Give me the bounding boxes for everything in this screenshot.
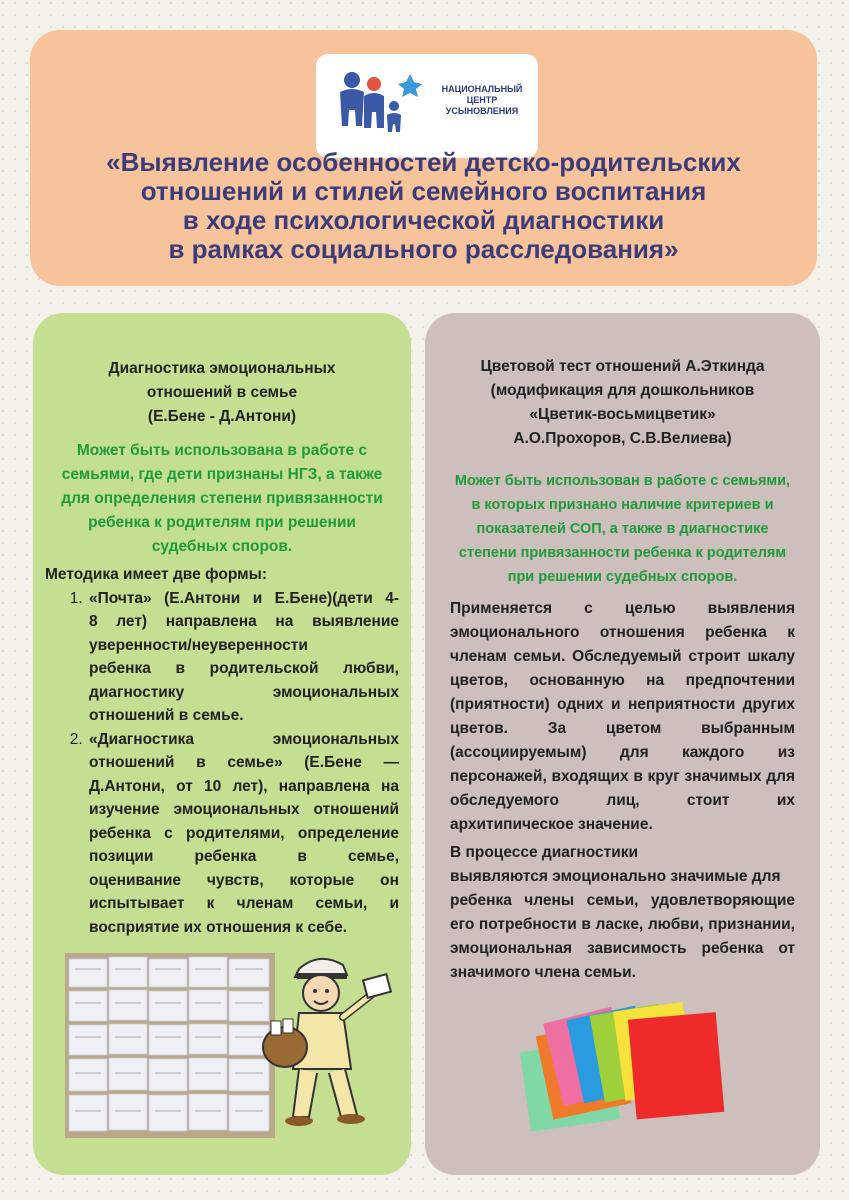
usage-line: семьями, где дети признаны НГЗ, а также [61,466,383,483]
usage-line: в которых признано наличие критериев и [471,497,774,513]
forms-intro: Методика имеет две формы: [45,566,268,583]
pochta-cards-image [65,953,275,1138]
heading-line: (Е.Бене - Д.Антони) [147,408,297,425]
header-banner [30,30,817,286]
left-heading [43,357,401,429]
right-heading [435,355,810,451]
heading-line: Цветовой тест отношений А.Эткинда [480,358,765,375]
right-process-paragraph: В процессе диагностики выявляются эмоционально значимые для ребенка члены семьи, удовлетворяющие его потребности в ласке, любви, признании, эмоциональная зависимость ребенка от значимого члена семьи. [450,844,795,981]
usage-line: ребенка к родителям при решении [88,514,356,531]
title-line: «Выявление особенностей детско-родительских [106,147,741,177]
usage-line: степени привязанности ребенка к родителям [458,545,787,561]
color-cards-image [515,995,730,1135]
heading-line: «Цветик-восьмицветик» [529,406,716,423]
usage-line: показателей СОП, а также в диагностике [476,521,769,537]
right-panel [425,313,820,1175]
postman-icon [259,941,399,1131]
right-usage-text [435,469,810,589]
page-title [50,148,797,264]
logo [316,54,538,158]
logo-line: НАЦИОНАЛЬНЫЙ [441,84,523,94]
title-line: в рамках социального расследования» [168,234,679,264]
title-line: в ходе психологической диагностики [182,205,665,235]
forms-list [47,563,399,939]
form-item-pochta: 1. «Почта» (Е.Антони и Е.Бене)(дети 4- 8 лет) направлена на выявление уверенности/неуверенности ребенка в родительской любви, диагностику эмоциональных отношений в семье. [87,587,399,728]
left-panel [33,313,411,1175]
form-item-diagnostika: 2. «Диагностика эмоциональных отношений в семье» (Е.Бене — Д.Антони, от 10 лет), направлена на изучение эмоциональных отношений ребенка с родителями, определение позиции ребенка в семье, оценивание чувств, которые он испытывает к членам семьи, и восприятие их отношения к себе. [87,728,399,940]
family-logo-icon [330,66,430,146]
title-line: отношений и стилей семейного воспитания [140,176,707,206]
usage-line: судебных споров. [151,538,293,555]
usage-line: Может быть использована в работе с [76,442,368,459]
usage-line: при решении судебных споров. [507,569,738,585]
heading-line: отношений в семье [146,384,298,401]
heading-line: А.О.Прохоров, С.В.Велиева) [513,430,732,447]
right-purpose-paragraph: Применяется с целью выявления эмоционального отношения ребенка к членам семьи. Обследуемый строит шкалу цветов, основанную на предпочтении (приятности) одних и неприятности других цветов. За цветом выбранным (ассоциируемым) для каждого из персонажей, входящих в круг значимых для обследуемого лиц, стоит их архитипическое значение. [450,600,795,833]
usage-line: Может быть использован в работе с семьями, [454,473,791,489]
logo-line: ЦЕНТР [466,95,498,105]
heading-line: Диагностика эмоциональных [108,360,336,377]
left-usage-text [43,439,401,559]
usage-line: для определения степени привязанности [61,490,383,507]
heading-line: (модификация для дошкольников [490,382,755,399]
logo-line: УСЫНОВЛЕНИЯ [445,106,519,116]
